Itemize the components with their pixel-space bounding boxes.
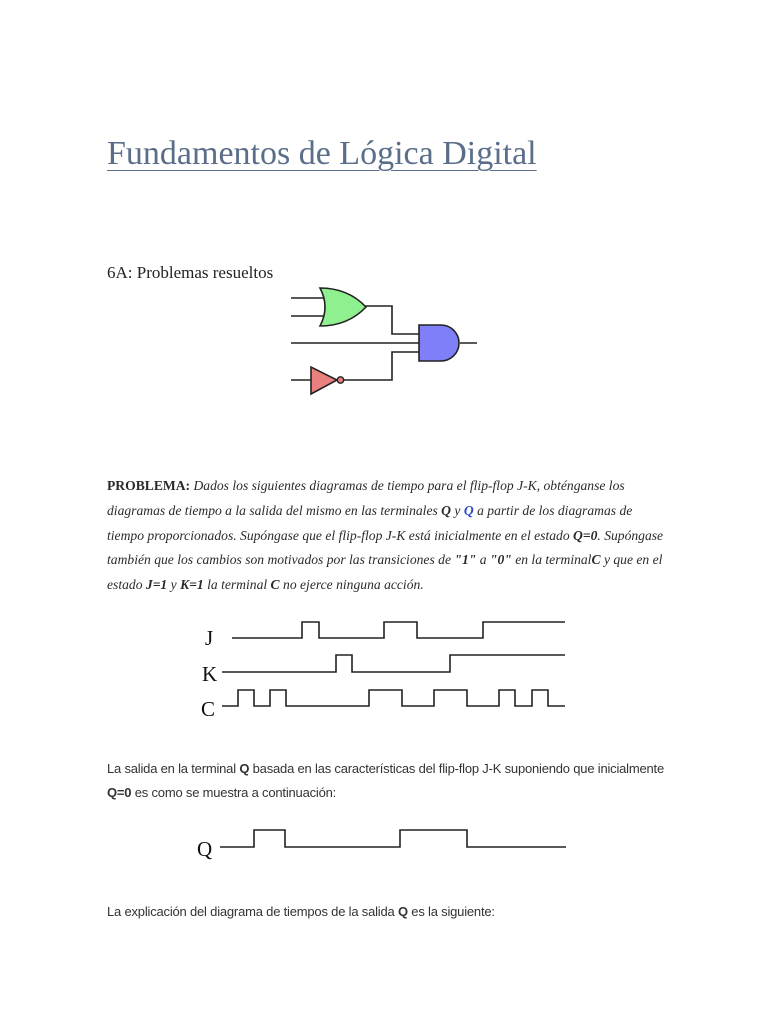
paragraph-text: es como se muestra a continuación: xyxy=(131,785,337,800)
q0-state: Q=0 xyxy=(107,785,132,800)
c-term: C xyxy=(591,552,601,568)
problem-text: no ejerce ninguna acción. xyxy=(279,577,424,593)
problem-text: a partir de los diagramas de tiempo proporcionados. Supóngase que el flip-flop J-K está inicialmente en el estado xyxy=(107,502,633,543)
problem-text: Dados los siguientes diagramas de tiempo para el flip-flop J-K, obténganse los diagramas de tiempo a la salida del mismo en las terminales xyxy=(107,478,625,518)
k-signal-label: K xyxy=(202,662,218,686)
zero-value: "0" xyxy=(489,552,512,568)
problem-label: PROBLEMA: xyxy=(107,478,191,493)
explanation-paragraph xyxy=(107,900,667,924)
j-signal-label: J xyxy=(205,626,214,650)
c-term: C xyxy=(270,577,280,593)
problem-text: en la terminal xyxy=(511,552,592,568)
k1-state: K=1 xyxy=(180,577,204,593)
problem-text: a xyxy=(476,552,490,568)
q-signal-label: Q xyxy=(197,837,213,861)
q-term: Q xyxy=(397,904,408,919)
q-bar-term: Q xyxy=(463,502,474,518)
problem-text: y xyxy=(167,577,181,593)
c-signal-label: C xyxy=(201,697,216,721)
paragraph-text: basada en las características del flip-flop J-K suponiendo que inicialmente xyxy=(249,761,664,776)
one-value: "1" xyxy=(454,552,477,568)
q-term: Q xyxy=(239,761,250,776)
problem-text: la terminal xyxy=(203,577,271,593)
paragraph-text: La salida en la terminal xyxy=(107,761,240,776)
q-waveform xyxy=(220,830,566,847)
j1-state: J=1 xyxy=(145,577,168,593)
problem-text: y que en el estado xyxy=(107,552,663,593)
problem-text: y xyxy=(451,502,464,518)
paragraph-text: La explicación del diagrama de tiempos de la salida xyxy=(107,904,398,919)
q-term: Q xyxy=(441,502,451,518)
paragraph-text: es la siguiente: xyxy=(407,904,495,919)
page-title: Fundamentos de Lógica Digital xyxy=(107,135,537,172)
problem-text: . Supóngase también que los cambios son motivados por las transiciones de xyxy=(107,527,664,568)
q0-state: Q=0 xyxy=(573,527,598,543)
section-heading: 6A: Problemas resueltos xyxy=(107,263,274,282)
